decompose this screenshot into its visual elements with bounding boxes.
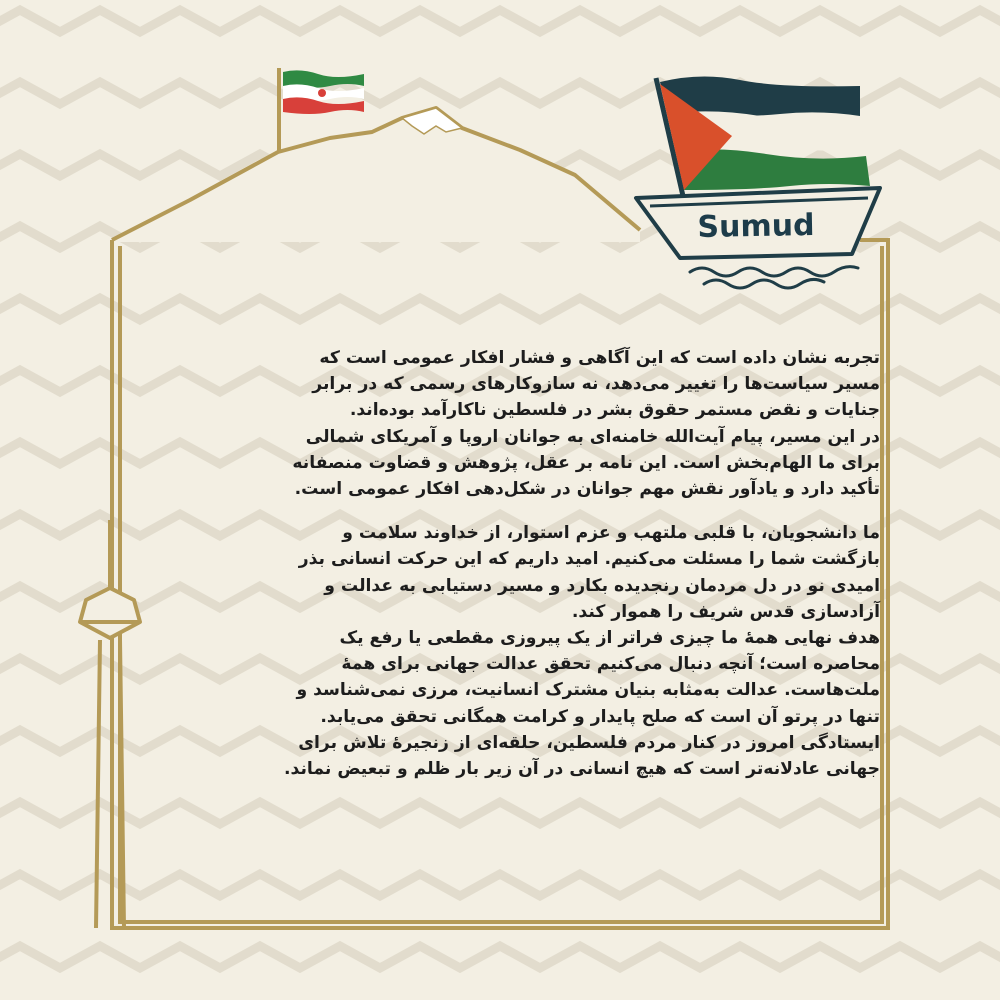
text-line: جهانی عادلانه‌تر است که هیچ انسانی در آن زیر بار ظلم و تبعیض نماند. — [284, 759, 880, 780]
palestine-flag-icon — [656, 76, 870, 196]
text-line: هدف نهایی همهٔ ما چیزی فراتر از یک پیروزی مقطعی یا رفع یک — [339, 628, 880, 649]
waves-icon — [690, 267, 858, 288]
paragraph-1 — [160, 345, 880, 502]
text-line: بازگشت شما را مسئلت می‌کنیم. امید داریم که این حرکت انسانی بذر — [298, 549, 880, 570]
text-line: ملت‌هاست. عدالت به‌مثابه بنیان مشترک انسانیت، مرزی نمی‌شناسد و — [296, 680, 880, 701]
text-line: تنها در پرتو آن است که صلح پایدار و کرامت همگانی تحقق می‌یابد. — [320, 706, 880, 727]
text-line: ایستادگی امروز در کنار مردم فلسطین، حلقه‌ای از زنجیرهٔ تلاش برای — [298, 732, 880, 753]
body-text — [160, 345, 880, 782]
text-line: تأکید دارد و یادآور نقش مهم جوانان در شکل‌دهی افکار عمومی است. — [294, 479, 880, 500]
text-line: تجربه نشان داده است که این آگاهی و فشار افکار عمومی است که — [319, 348, 880, 368]
text-line: محاصره است؛ آنچه دنبال می‌کنیم تحقق عدالت جهانی برای همهٔ — [341, 654, 880, 675]
text-line: در این مسیر، پیام آیت‌الله خامنه‌ای به جوانان اروپا و آمریکای شمالی — [305, 426, 880, 447]
boat-label: Sumud — [697, 207, 815, 246]
text-line: امیدی نو در دل مردمان رنجدیده بکارد و مسیر دستیابی به عدالت و — [324, 575, 880, 596]
paragraph-2 — [160, 520, 880, 782]
text-line: جنایات و نقض مستمر حقوق بشر در فلسطین ناکارآمد بوده‌اند. — [349, 400, 880, 421]
text-line: مسیر سیاست‌ها را تغییر می‌دهد، نه سازوکارهای رسمی که در برابر — [312, 374, 880, 395]
mountain-icon — [112, 108, 640, 242]
text-line: ما دانشجویان، با قلبی ملتهب و عزم استوار، از خداوند سلامت و — [342, 523, 880, 544]
text-line: آزادسازی قدس شریف را هموار کند. — [571, 601, 880, 622]
text-line: برای ما الهام‌بخش است. این نامه بر عقل، پژوهش و قضاوت منصفانه — [292, 452, 880, 473]
